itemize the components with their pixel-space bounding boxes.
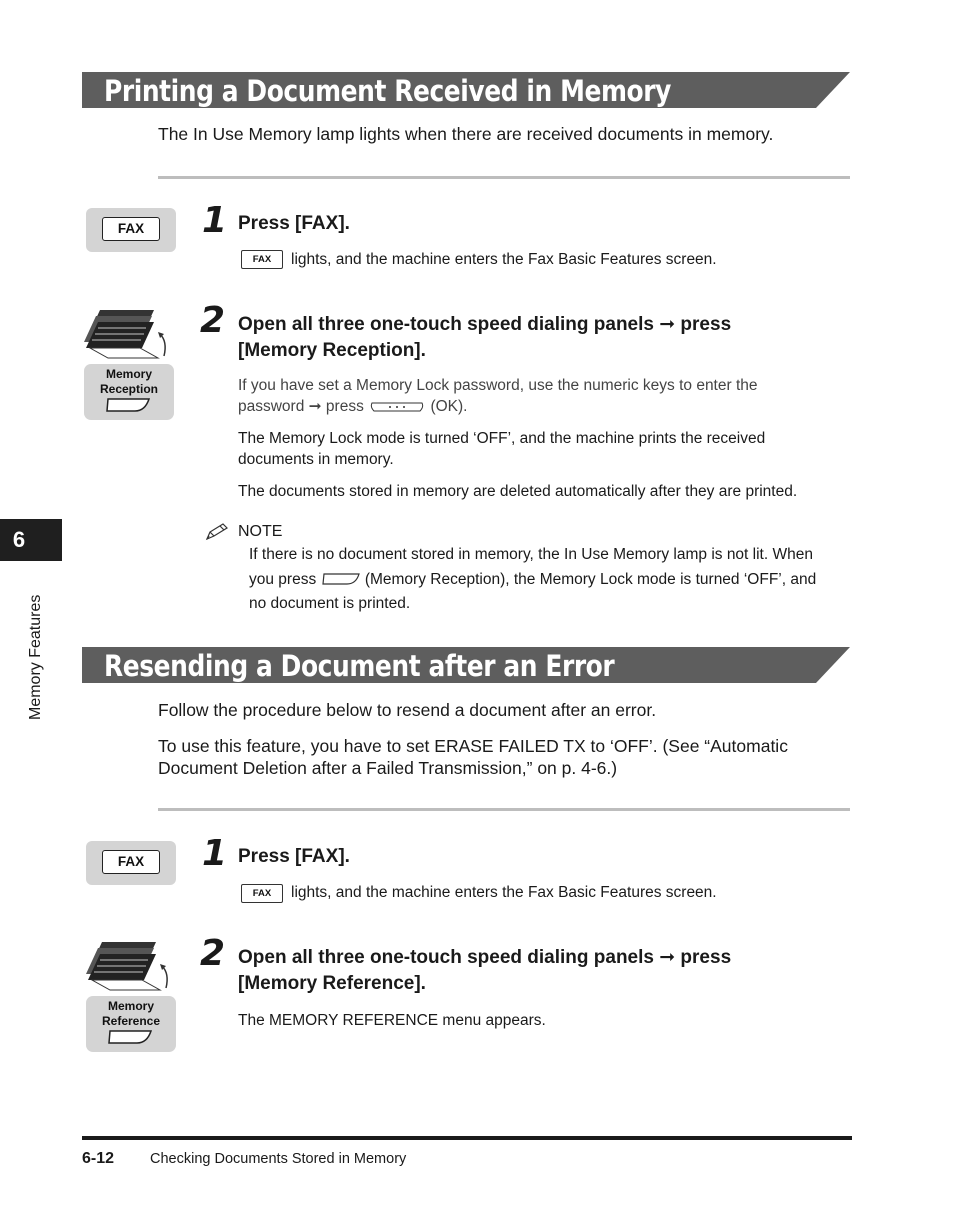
chapter-label: Memory Features bbox=[27, 594, 44, 720]
step-description: If you have set a Memory Lock password, use the numeric keys to enter the password ➞ press (OK). bbox=[238, 377, 758, 415]
page-number: 6-12 bbox=[82, 1150, 115, 1167]
section-intro: The In Use Memory lamp lights when there are received documents in memory. bbox=[158, 124, 774, 144]
note-text: If there is no document stored in memory, the In Use Memory lamp is not lit. When you press (Memory Reception), the Memory Lock mode is turned ‘OFF’, and no document is printed. bbox=[249, 546, 817, 612]
divider-rule bbox=[158, 808, 850, 811]
section-title: Printing a Document Received in Memory bbox=[104, 74, 671, 108]
step-title: Open all three one-touch speed dialing panels ➞ press [Memory Reference]. bbox=[238, 947, 732, 994]
step-description: The Memory Lock mode is turned ‘OFF’, and the machine prints the received documents in memory. bbox=[238, 430, 766, 468]
pencil-icon bbox=[204, 522, 232, 542]
section-intro: Follow the procedure below to resend a document after an error. bbox=[158, 700, 657, 720]
speed-dial-panels-icon bbox=[84, 308, 180, 364]
speed-dial-panels-icon bbox=[86, 940, 182, 996]
key-button-icon bbox=[107, 1029, 153, 1045]
footer-title: Checking Documents Stored in Memory bbox=[150, 1151, 407, 1167]
section-intro: To use this feature, you have to set ERASE FAILED TX to ‘OFF’. (See “Automatic Document Deletion after a Failed Transmission,” on p. 4-6.) bbox=[158, 736, 788, 778]
fax-key-icon: FAX bbox=[86, 208, 176, 252]
key-button-icon bbox=[105, 397, 151, 413]
fax-key-icon: FAX bbox=[86, 841, 176, 885]
step-description: The MEMORY REFERENCE menu appears. bbox=[238, 1012, 546, 1029]
step-number: 2 bbox=[200, 300, 226, 341]
memory-key-inline-icon bbox=[321, 572, 361, 586]
fax-lamp-icon: FAX bbox=[241, 884, 283, 903]
memory-reference-key: Memory Reference bbox=[86, 996, 176, 1052]
step-description: The documents stored in memory are deleted automatically after they are printed. bbox=[238, 483, 798, 500]
step-number: 1 bbox=[202, 833, 228, 874]
step-number: 1 bbox=[202, 200, 228, 241]
footer-rule bbox=[82, 1136, 852, 1140]
memory-reference-key-illustration bbox=[86, 940, 182, 1058]
step-number: 2 bbox=[200, 933, 226, 974]
note-label: NOTE bbox=[238, 523, 283, 540]
memory-reception-key: Memory Reception bbox=[84, 364, 174, 420]
step-title: Press [FAX]. bbox=[238, 846, 350, 867]
memory-reception-key-illustration bbox=[84, 308, 180, 426]
fax-lamp-icon: FAX bbox=[241, 250, 283, 269]
step-description: lights, and the machine enters the Fax Basic Features screen. bbox=[291, 251, 717, 268]
section-title: Resending a Document after an Error bbox=[104, 649, 615, 683]
step-title: Press [FAX]. bbox=[238, 213, 350, 234]
section-banner-printing bbox=[82, 72, 850, 108]
section-banner-resending bbox=[82, 647, 850, 683]
chapter-tab: 6 bbox=[0, 519, 62, 561]
step-title: Open all three one-touch speed dialing panels ➞ press [Memory Reception]. bbox=[238, 314, 732, 361]
step-description: lights, and the machine enters the Fax Basic Features screen. bbox=[291, 884, 717, 901]
ok-key-icon bbox=[368, 401, 426, 413]
divider-rule bbox=[158, 176, 850, 179]
